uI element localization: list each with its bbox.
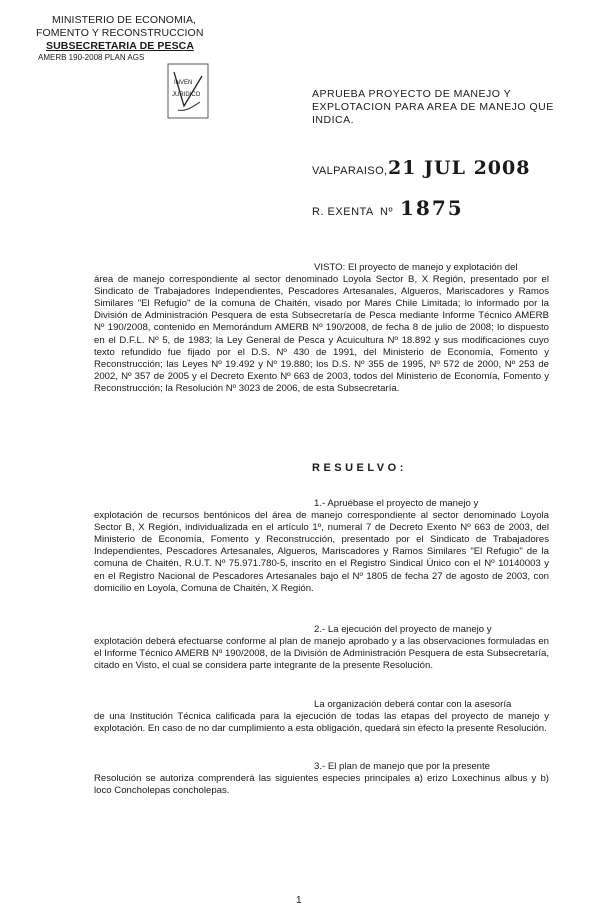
resolution-label: R. EXENTA [312,206,374,218]
handwritten-date: 21 JUL 2008 [388,157,531,179]
ministry-line-1: MINISTERIO DE ECONOMIA, [52,14,197,26]
ministry-line-3: SUBSECRETARIA DE PESCA [46,40,195,52]
resolution-item-2b [94,699,549,735]
item-3-body: Resolución se autoriza comprenderá las siguientes especies principales a) erizo Loxechinus albus y b) loco Concholepas concholepas. [94,773,549,797]
title-line-2: EXPLOTACION PARA AREA DE MANEJO QUE [312,101,554,113]
ministry-stamp [164,62,212,120]
item-3-lead: 3.- El plan de manejo que por la presente [314,761,490,772]
item-1-body: explotación de recursos bentónicos del área de manejo correspondiente al sector denominado Loyola Sector B, X Región, individualizada en el artículo 1º, numeral 7 de Decreto Exento Nº 663 de 2003, del Ministerio de Economía, Fomento y Reconstrucción, presentado por el Sindicato de Trabajadores Independientes, Pescadores Artesanales, Algueros, Mariscadores y Ramos Similares "El Refugio" de la comuna de Chaitén, R.U.T. Nº 75.971.780-5, inscrito en el Registro Sindical Único con el Nº 10140003 y en el Registro Nacional de Pescadores Artesanales bajo el Nº 1805 de fecha 27 de agosto de 2003, con domicilio en Loyola, Comuna de Chaitén, X Región. [94,510,549,594]
visto-lead: VISTO: El proyecto de manejo y explotación del [314,262,518,273]
item-2b-body: de una Institución Técnica calificada para la ejecución de todas las etapas del proyecto de manejo y explotación. En caso de no dar cumplimiento a esta obligación, quedará sin efecto la presente Resolución. [94,711,549,735]
resuelvo-heading: RESUELVO: [312,462,407,474]
item-2b-lead: La organización deberá contar con la asesoría [314,699,512,710]
ministry-line-2: FOMENTO Y RECONSTRUCCION [36,27,204,39]
item-1-lead: 1.- Apruébase el proyecto de manejo y [314,498,479,509]
stamp-text-2: JURIDICO [172,92,201,98]
visto-paragraph [94,262,549,395]
page-number: 1 [296,895,302,906]
item-2-body: explotación deberá efectuarse conforme al plan de manejo aprobado y a las observaciones formuladas en el Informe Técnico AMERB Nº 190/2008, de la División de Administración Pesquera de esta Subsecretaría, citado en Visto, el cual se considera parte integrante de la presente Resolución. [94,636,549,672]
title-line-1: APRUEBA PROYECTO DE MANEJO Y [312,88,512,100]
resolution-number: 1875 [400,196,464,220]
stamp-text-1: INVEN [174,80,193,86]
item-2-lead: 2.- La ejecución del proyecto de manejo y [314,624,492,635]
title-line-3: INDICA. [312,114,355,126]
resolution-item-2 [94,624,549,672]
place-label: VALPARAISO, [312,165,388,177]
visto-body: área de manejo correspondiente al sector denominado Loyola Sector B, X Región, presentado por el Sindicato de Trabajadores Independientes, Pescadores Artesanales, Algueros, Mariscadores y Ramos Similares "El Refugio" de la comuna de Chaitén, visado por Mares Chile Limitada; lo informado por la División de Administración Pesquera de esta Subsecretaría de Pesca mediante Informe Técnico AMERB Nº 190/2008, contenido en Memorándum AMERB Nº 190/2008, de fecha 8 de julio de 2008; lo dispuesto en el D.F.L. Nº 5, de 1983; la Ley General de Pesca y Acuicultura Nº 18.892 y sus modificaciones cuyo texto refundido fue fijado por el D.S. Nº 430 de 1991, del Ministerio de Economía, Fomento y Reconstrucción; las Leyes Nº 19.492 y Nº 19.880; los D.S. Nº 355 de 1995, Nº 572 de 2000, Nº 253 de 2002, Nº 357 de 2005 y el Decreto Exento Nº 663 de 2003, todos del Ministerio de Economía, Fomento y Reconstrucción; la Resolución Nº 3023 de 2006, de esta Subsecretaría. [94,274,549,394]
header-reference: AMERB 190-2008 PLAN AGS [38,53,145,62]
resolution-item-1 [94,498,549,595]
resolution-item-3 [94,761,549,797]
resolution-no-label: Nº [380,206,393,218]
